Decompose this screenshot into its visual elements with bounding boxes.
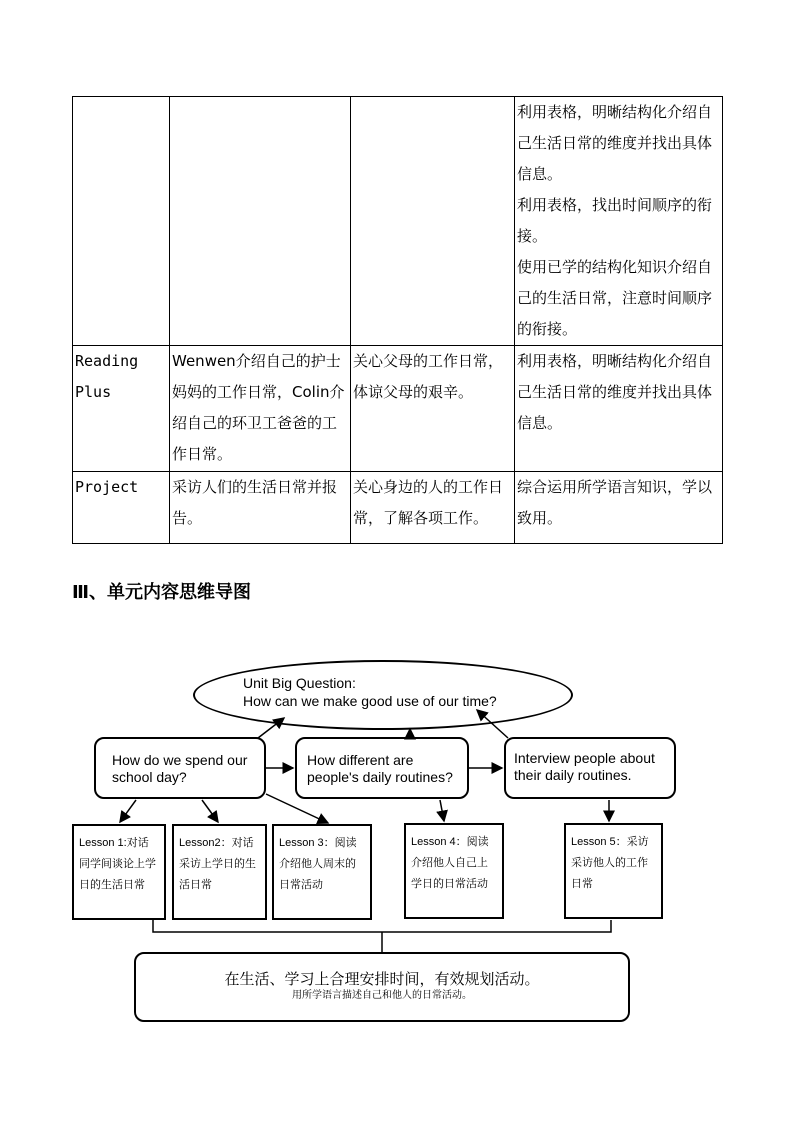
lesson-box: Lesson 3：阅读 介绍他人周末的日常活动 — [272, 824, 372, 920]
objective-text: 利用表格，找出时间顺序的衔接。 — [517, 196, 713, 245]
question-box: How different are people's daily routines? — [295, 737, 469, 799]
table-cell-values — [351, 97, 515, 346]
objective-text: 使用已学的结构化知识介绍自己的生活日常，注意时间顺序的衔接。 — [517, 258, 713, 338]
goal-main-text: 在生活、学习上合理安排时间，有效规划活动。 — [224, 970, 540, 988]
mind-map — [0, 640, 794, 1040]
lesson-box: Lesson 5：采访 采访他人的工作日常 — [564, 823, 663, 919]
table-cell-values: 关心身边的人的工作日常，了解各项工作。 — [351, 472, 515, 544]
lesson-box: Lesson 4：阅读 介绍他人自己上学日的日常活动 — [404, 823, 504, 919]
table-cell-content — [170, 97, 351, 346]
question-box: How do we spend our school day? — [94, 737, 266, 799]
table-row — [73, 97, 723, 346]
objective-text: 综合运用所学语言知识，学以致用。 — [517, 478, 713, 527]
lesson-box: Lesson2：对话 采访上学日的生活日常 — [172, 824, 267, 920]
goal-box — [134, 952, 630, 1022]
goal-sub-text: 用所学语言描述自己和他人的日常活动。 — [292, 990, 472, 1001]
table-row — [73, 346, 723, 472]
section-heading: Ⅲ、单元内容思维导图 — [72, 582, 252, 603]
arrow — [202, 800, 218, 822]
arrow — [120, 800, 136, 822]
table-cell-lesson: Project — [73, 472, 170, 544]
bracket — [153, 920, 611, 932]
big-question-text: How can we make good use of our time? — [243, 693, 497, 709]
table-row — [73, 472, 723, 544]
objective-text: 利用表格，明晰结构化介绍自己生活日常的维度并找出具体信息。 — [517, 103, 713, 183]
lesson-box: Lesson 1:对话 同学间谈论上学日的生活日常 — [72, 824, 166, 920]
question-box: Interview people about their daily routines. — [504, 737, 676, 799]
table-cell-content: Wenwen介绍自己的护士妈妈的工作日常，Colin介绍自己的环卫工爸爸的工作日常。 — [170, 346, 351, 472]
table-cell-objectives — [515, 97, 723, 346]
big-question-label: Unit Big Question: — [243, 675, 356, 691]
big-question-oval — [193, 660, 573, 730]
table-cell-lesson — [73, 97, 170, 346]
table-cell-lesson: Reading Plus — [73, 346, 170, 472]
table-cell-values: 关心父母的工作日常，体谅父母的艰辛。 — [351, 346, 515, 472]
unit-plan-table — [72, 96, 723, 544]
table-cell-content: 采访人们的生活日常并报告。 — [170, 472, 351, 544]
arrow — [440, 800, 444, 821]
table-cell-objectives — [515, 346, 723, 472]
table-cell-objectives — [515, 472, 723, 544]
objective-text: 利用表格，明晰结构化介绍自己生活日常的维度并找出具体信息。 — [517, 352, 713, 432]
